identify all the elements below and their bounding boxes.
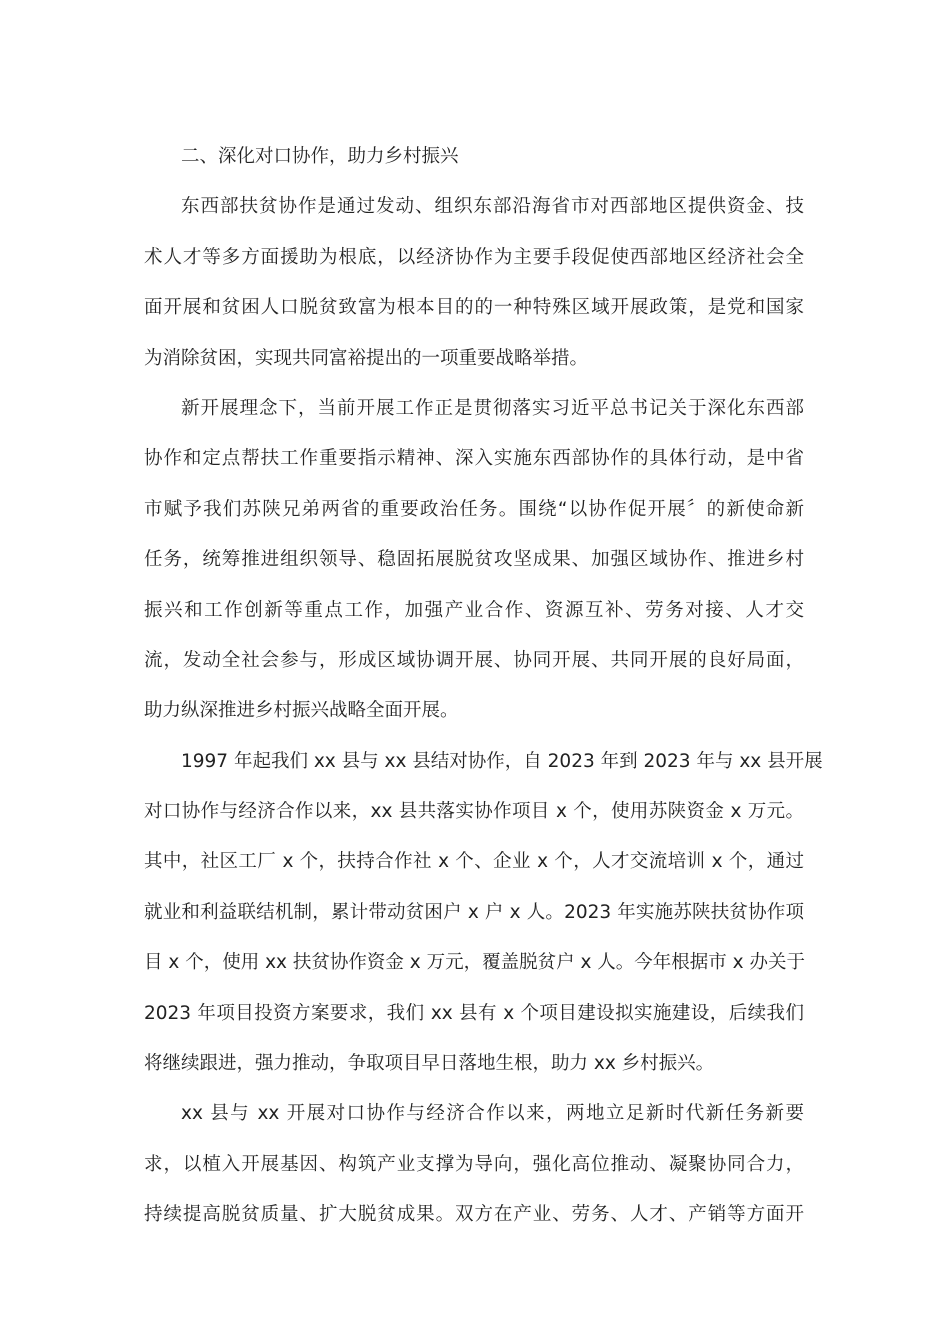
- paragraph-1-line-3: 面开展和贫困人口脱贫致富为根本目的的一种特殊区域开展政策，是党和国家: [144, 297, 804, 319]
- paragraph-1-line-1: 东西部扶贫协作是通过发动、组织东部沿海省市对西部地区提供资金、技: [181, 196, 804, 218]
- paragraph-3-line-5: 目 x 个，使用 xx 扶贫协作资金 x 万元，覆盖脱贫户 x 人。今年根据市 x 办关于: [144, 952, 805, 974]
- section-heading: 二、深化对口协作，助力乡村振兴: [181, 146, 459, 167]
- paragraph-2-line-1: 新开展理念下，当前开展工作正是贯彻落实习近平总书记关于深化东西部: [181, 397, 804, 419]
- paragraph-4-line-2: 求，以植入开展基因、构筑产业支撑为导向，强化高位推动、凝聚协同合力，: [144, 1153, 804, 1175]
- paragraph-4-line-1: xx 县与 xx 开展对口协作与经济合作以来，两地立足新时代新任务新要: [181, 1103, 804, 1125]
- paragraph-3-line-2: 对口协作与经济合作以来，xx 县共落实协作项目 x 个，使用苏陕资金 x 万元。: [144, 801, 804, 823]
- paragraph-3-line-7: 将继续跟进，强力推动，争取项目早日落地生根，助力 xx 乡村振兴。: [144, 1053, 715, 1075]
- paragraph-2-line-5: 振兴和工作创新等重点工作，加强产业合作、资源互补、劳务对接、人才交: [144, 599, 804, 621]
- paragraph-2-line-4: 任务，统筹推进组织领导、稳固拓展脱贫攻坚成果、加强区域协作、推进乡村: [144, 549, 804, 571]
- paragraph-2-line-6: 流，发动全社会参与，形成区域协调开展、协同开展、共同开展的良好局面，: [144, 649, 804, 671]
- paragraph-3-line-6: 2023 年项目投资方案要求，我们 xx 县有 x 个项目建设拟实施建设，后续我们: [144, 1002, 804, 1024]
- paragraph-2-line-7: 助力纵深推进乡村振兴战略全面开展。: [144, 700, 459, 722]
- document-body: [144, 132, 823, 1241]
- paragraph-1-line-4: 为消除贫困，实现共同富裕提出的一项重要战略举措。: [144, 347, 589, 369]
- paragraph-3-line-3: 其中，社区工厂 x 个，扶持合作社 x 个、企业 x 个，人才交流培训 x 个，通过: [144, 851, 804, 873]
- paragraph-4-line-3: 持续提高脱贫质量、扩大脱贫成果。双方在产业、劳务、人才、产销等方面开: [144, 1204, 804, 1226]
- paragraph-3-line-4: 就业和利益联结机制，累计带动贫困户 x 户 x 人。2023 年实施苏陕扶贫协作项: [144, 901, 804, 923]
- paragraph-3-line-1: 1997 年起我们 xx 县与 xx 县结对协作，自 2023 年到 2023 年与 xx 县开展: [181, 750, 823, 772]
- paragraph-2-line-3: 市赋予我们苏陕兄弟两省的重要政治任务。围绕“以协作促开展〞的新使命新: [144, 498, 804, 520]
- paragraph-1-line-2: 术人才等多方面援助为根底，以经济协作为主要手段促使西部地区经济社会全: [144, 246, 804, 268]
- paragraph-2-line-2: 协作和定点帮扶工作重要指示精神、深入实施东西部协作的具体行动，是中省: [144, 448, 804, 470]
